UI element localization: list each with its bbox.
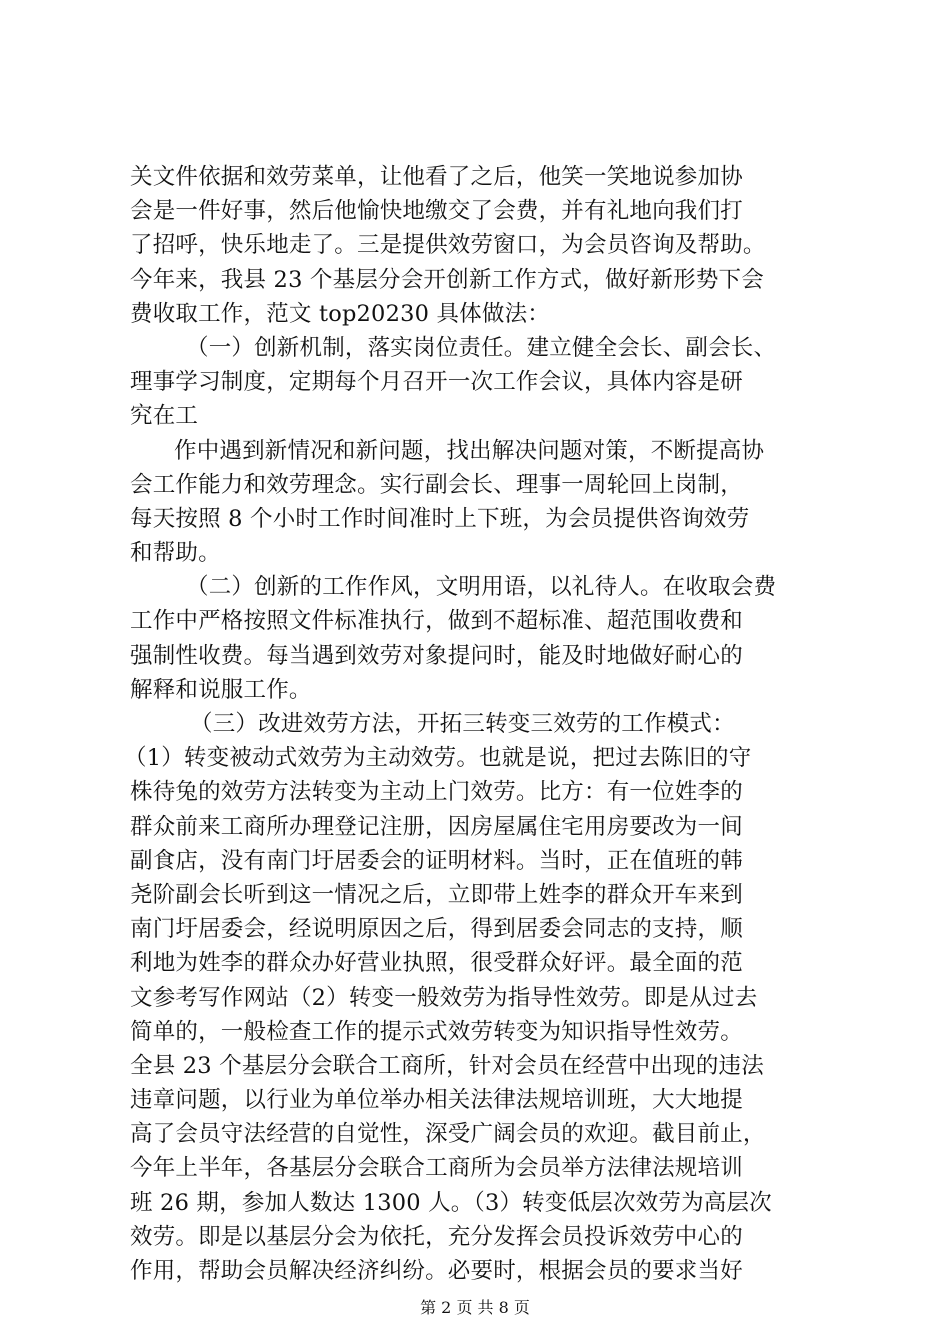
text-line: 强制性收费。每当遇到效劳对象提问时，能及时地做好耐心的	[130, 642, 743, 669]
text-line: 班 26 期，参加人数达 1300 人。（3）转变低层次效劳为高层次	[130, 1189, 772, 1216]
page-number-footer: 第 2 页 共 8 页	[420, 1298, 530, 1317]
text-line: 效劳。即是以基层分会为依托，充分发挥会员投诉效劳中心的	[130, 1223, 743, 1250]
text-line: 工作中严格按照文件标准执行，做到不超标准、超范围收费和	[130, 608, 743, 635]
text-line: （1）转变被动式效劳为主动效劳。也就是说，把过去陈旧的守	[124, 745, 752, 772]
text-line: 尧阶副会长听到这一情况之后，立即带上姓李的群众开车来到	[130, 881, 743, 908]
text-line: 会是一件好事，然后他愉快地缴交了会费，并有礼地向我们打	[130, 198, 743, 225]
paragraph-start-line: （三）改进效劳方法，开拓三转变三效劳的工作模式：	[190, 711, 735, 737]
text-line: 群众前来工商所办理登记注册，因房屋属住宅用房要改为一间	[130, 813, 743, 840]
text-line: 南门圩居委会，经说明原因之后，得到居委会同志的支持，顺	[130, 916, 743, 943]
text-line: 究在工	[130, 403, 199, 430]
text-line: 费收取工作，范文 top20230 具体做法：	[130, 300, 550, 327]
paragraph-start-line: （二）创新的工作作风，文明用语，以礼待人。在收取会费	[186, 574, 777, 601]
text-line: 全县 23 个基层分会联合工商所，针对会员在经营中出现的违法	[130, 1052, 764, 1079]
text-line: 利地为姓李的群众办好营业执照，很受群众好评。最全面的范	[130, 950, 743, 977]
text-line: 理事学习制度，定期每个月召开一次工作会议，具体内容是研	[130, 369, 743, 396]
document-body	[124, 160, 830, 1288]
text-line: 今年来，我县 23 个基层分会开创新工作方式，做好新形势下会	[130, 266, 764, 293]
text-line: 了招呼，快乐地走了。三是提供效劳窗口，为会员咨询及帮助。	[130, 232, 766, 259]
text-line: 简单的，一般检查工作的提示式效劳转变为知识指导性效劳。	[130, 1018, 743, 1045]
text-line: 株待兔的效劳方法转变为主动上门效劳。比方：有一位姓李的	[130, 779, 743, 806]
text-line: 副食店，没有南门圩居委会的证明材料。当时，正在值班的韩	[130, 847, 743, 874]
text-line: 关文件依据和效劳菜单，让他看了之后，他笑一笑地说参加协	[130, 164, 743, 190]
text-line: 解释和说服工作。	[130, 676, 312, 703]
text-line: 和帮助。	[130, 540, 221, 567]
text-line: 违章问题，以行业为单位举办相关法律法规培训班，大大地提	[130, 1087, 743, 1114]
text-line: 每天按照 8 个小时工作时间准时上下班，为会员提供咨询效劳	[130, 505, 750, 532]
text-line: 会工作能力和效劳理念。实行副会长、理事一周轮回上岗制，	[130, 471, 743, 498]
text-line: 文参考写作网站（2）转变一般效劳为指导性效劳。即是从过去	[130, 984, 758, 1011]
text-line: 高了会员守法经营的自觉性，深受广阔会员的欢迎。截目前止，	[130, 1121, 766, 1148]
paragraph-start-line: 作中遇到新情况和新问题，找出解决问题对策，不断提高协	[174, 437, 765, 464]
text-line: 作用，帮助会员解决经济纠纷。必要时，根据会员的要求当好	[130, 1258, 743, 1284]
paragraph-start-line: （一）创新机制，落实岗位责任。建立健全会长、副会长、	[186, 334, 777, 361]
text-line: 今年上半年，各基层分会联合工商所为会员举方法律法规培训	[130, 1155, 743, 1182]
